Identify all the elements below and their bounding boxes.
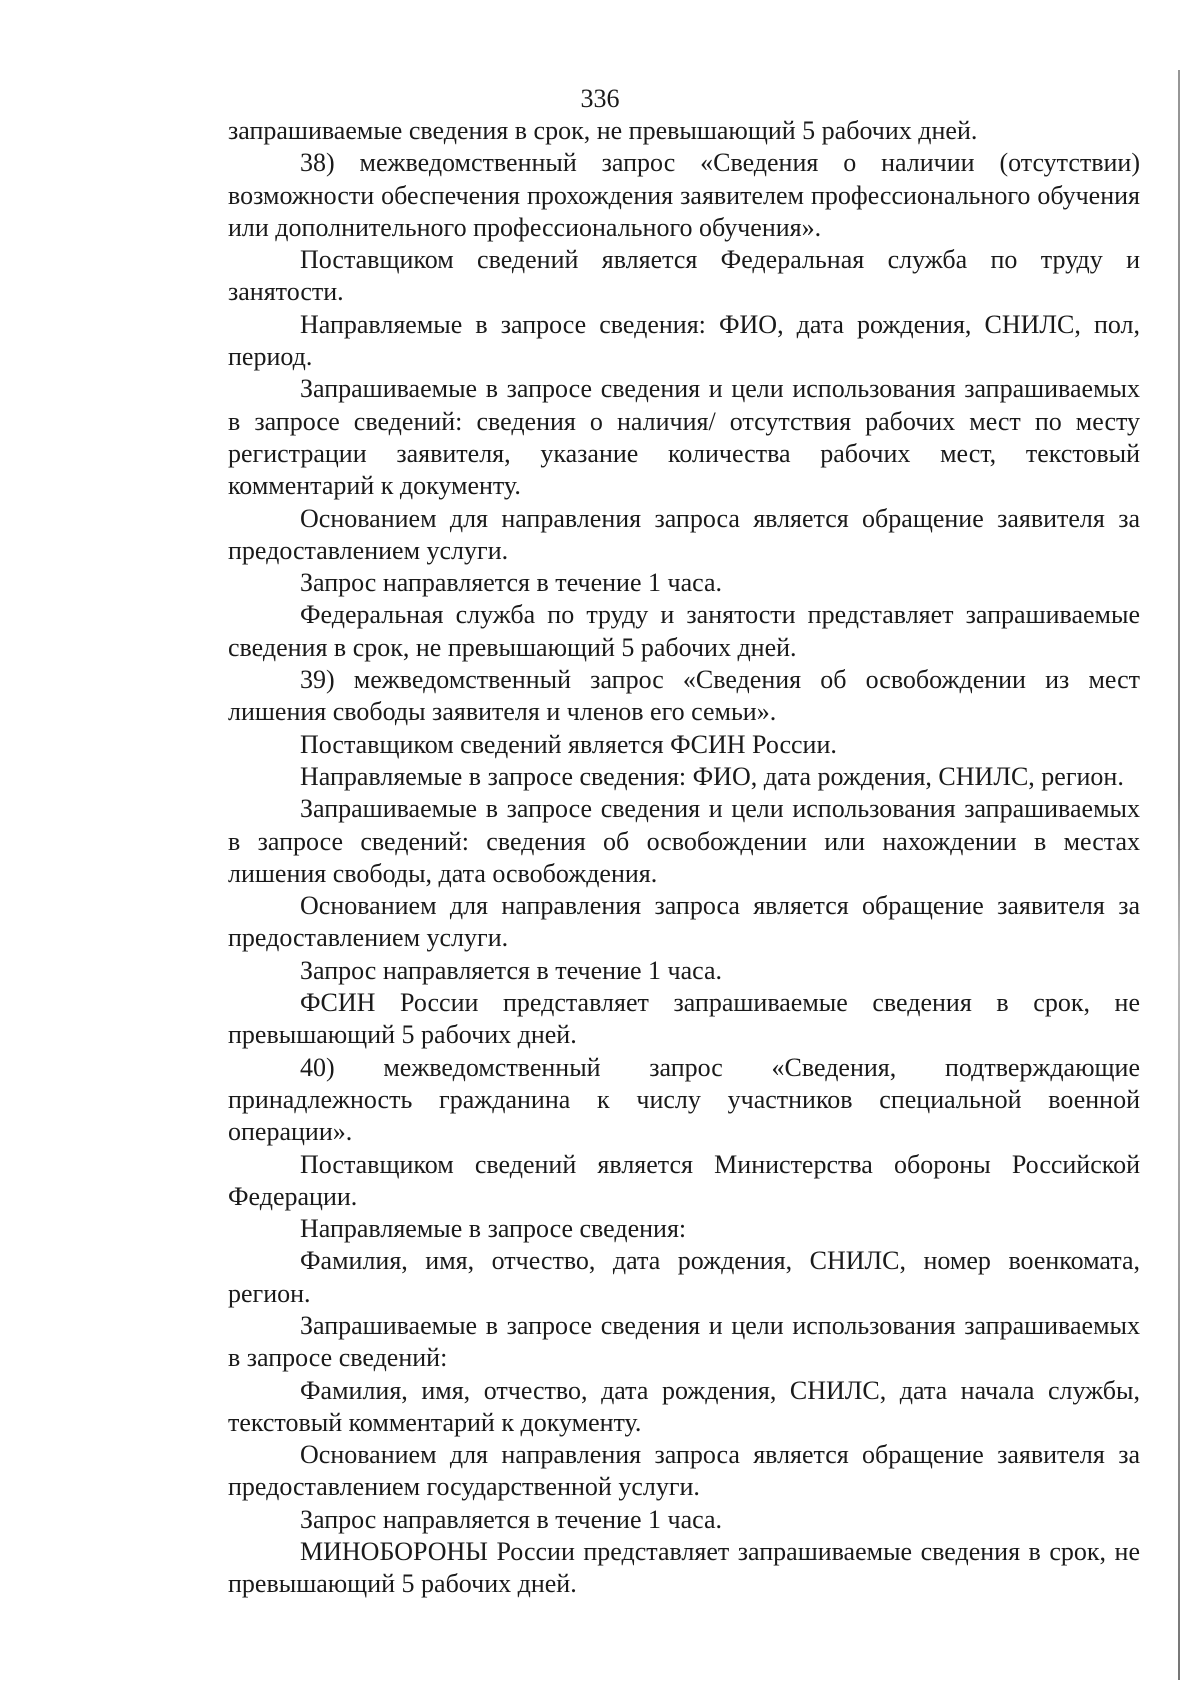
paragraph: Основанием для направления запроса является обращение заявителя за предоставлением услуги.: [228, 503, 1140, 565]
paragraph: 40) межведомственный запрос «Сведения, подтверждающие принадлежность гражданина к числу участников специальной военной операции».: [228, 1052, 1140, 1147]
paragraph: Запрос направляется в течение 1 часа.: [300, 568, 723, 598]
paragraph: Поставщиком сведений является Федеральная служба по труду и занятости.: [228, 245, 1140, 307]
paragraph: запрашиваемые сведения в срок, не превышающий 5 рабочих дней.: [228, 116, 978, 145]
paragraph: Фамилия, имя, отчество, дата рождения, СНИЛС, номер военкомата, регион.: [228, 1246, 1140, 1308]
paragraph: Направляемые в запросе сведения:: [300, 1214, 687, 1244]
page-number: 336: [580, 84, 620, 113]
paragraph: Запрашиваемые в запросе сведения и цели использования запрашиваемых в запросе сведений:: [228, 1310, 1140, 1373]
paragraph: 38) межведомственный запрос «Сведения о наличии (отсутствии) возможности обеспечения прохождения заявителем профессионального обучения или дополнительного профессионального обучения».: [228, 148, 1140, 242]
paragraph: Запрашиваемые в запросе сведения и цели использования запрашиваемых в запросе сведений: сведения о наличия/ отсутствия рабочих мест по месту регистрации заявителя, указание количества рабочих мест, текстовый комментарий к документу.: [228, 374, 1140, 501]
document-body: [228, 115, 1140, 1601]
paragraph: Направляемые в запросе сведения: ФИО, дата рождения, СНИЛС, пол, период.: [228, 309, 1140, 372]
paragraph: Основанием для направления запроса является обращение заявителя за предоставлением государственной услуги.: [228, 1440, 1140, 1502]
paragraph: Федеральная служба по труду и занятости представляет запрашиваемые сведения в срок, не превышающий 5 рабочих дней.: [228, 600, 1140, 662]
scan-edge-line: [1178, 70, 1180, 1680]
paragraph: Поставщиком сведений является Министерства обороны Российской Федерации.: [228, 1149, 1140, 1211]
paragraph: 39) межведомственный запрос «Сведения об освобождении из мест лишения свободы заявителя и членов его семьи».: [228, 665, 1140, 727]
paragraph: МИНОБОРОНЫ России представляет запрашиваемые сведения в срок, не превышающий 5 рабочих дней.: [228, 1537, 1140, 1599]
paragraph: Направляемые в запросе сведения: ФИО, дата рождения, СНИЛС, регион.: [300, 761, 1124, 791]
paragraph: Фамилия, имя, отчество, дата рождения, СНИЛС, дата начала службы, текстовый комментарий к документу.: [228, 1375, 1140, 1437]
paragraph: Основанием для направления запроса является обращение заявителя за предоставлением услуги.: [228, 891, 1140, 953]
paragraph: Поставщиком сведений является ФСИН России.: [300, 729, 837, 759]
paragraph: Запрос направляется в течение 1 часа.: [300, 1504, 723, 1534]
paragraph: Запрашиваемые в запросе сведения и цели использования запрашиваемых в запросе сведений: сведения об освобождении или нахождении в местах лишения свободы, дата освобождения.: [228, 794, 1140, 888]
paragraph: Запрос направляется в течение 1 часа.: [300, 955, 723, 985]
paragraph: ФСИН России представляет запрашиваемые сведения в срок, не превышающий 5 рабочих дней.: [228, 988, 1140, 1050]
